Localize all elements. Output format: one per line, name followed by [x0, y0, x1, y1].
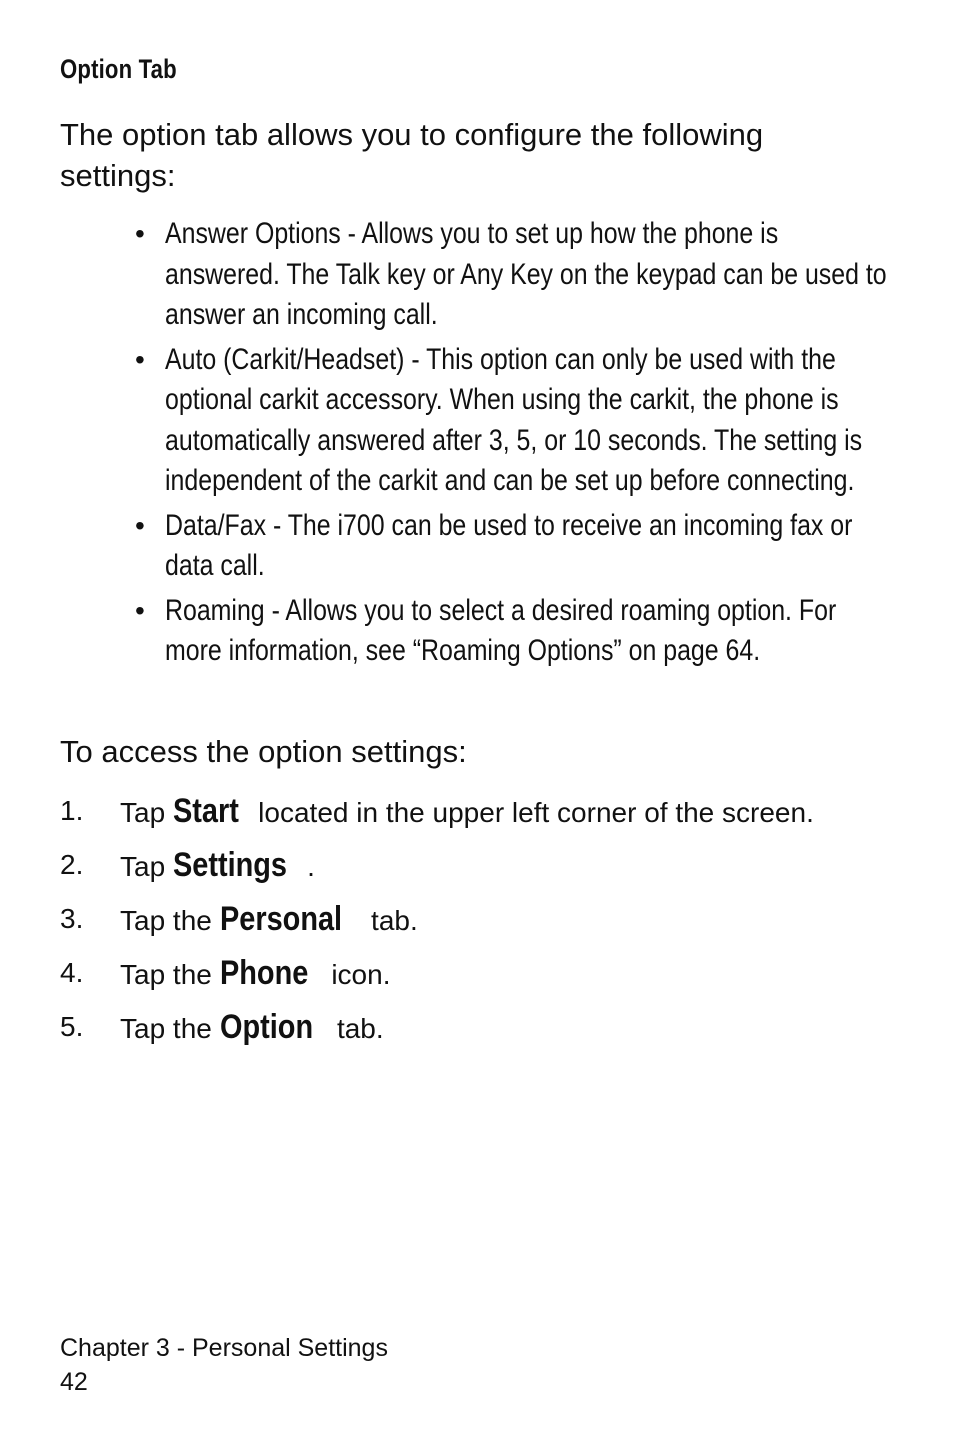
intro-paragraph: The option tab allows you to configure the following settings:: [60, 117, 764, 193]
bullet-dot: •: [135, 509, 145, 541]
step-text: [120, 952, 390, 996]
access-heading: To access the option settings:: [60, 734, 467, 769]
step-number: 1.: [60, 795, 84, 826]
step-text: [120, 844, 315, 888]
step-text-after: tab.: [329, 1013, 384, 1044]
ui-term-personal: Personal: [219, 900, 342, 938]
settings-bullet-list: [135, 214, 895, 676]
step-text: [120, 898, 418, 942]
step-text-before: Tap: [120, 797, 173, 828]
bullet-dot: •: [135, 218, 145, 249]
step-number: 3.: [60, 903, 84, 934]
footer-chapter: Chapter 3 - Personal Settings: [60, 1334, 388, 1362]
step-text-before: Tap: [120, 851, 173, 882]
bullet-data-fax: [135, 506, 895, 587]
step-number: 5.: [60, 1011, 84, 1042]
bullet-text: Data/Fax - The i700 can be used to receive an incoming fax or data call.: [165, 508, 853, 582]
step-text: [120, 790, 814, 834]
ui-term-start: Start: [172, 792, 239, 830]
footer-page-number: 42: [60, 1368, 88, 1396]
step-number: 4.: [60, 957, 84, 988]
ui-term-option: Option: [219, 1008, 313, 1046]
section-title: Option Tab: [60, 54, 177, 84]
step-text-before: Tap the: [120, 959, 220, 990]
bullet-dot: •: [135, 343, 145, 375]
step-text-after: located in the upper left corner of the screen.: [250, 797, 814, 828]
bullet-roaming: [135, 591, 895, 672]
bullet-dot: •: [135, 594, 145, 626]
step-text-after: .: [307, 851, 315, 882]
ui-term-settings: Settings: [172, 846, 287, 884]
step-text-before: Tap the: [120, 1013, 220, 1044]
ui-term-phone: Phone: [219, 954, 308, 992]
step-text-after: icon.: [323, 959, 391, 990]
step-text-before: Tap the: [120, 905, 220, 936]
bullet-text: Auto (Carkit/Headset) - This option can only be used with the optional carkit accessory. When using the carkit, the phone is automatically answered after 3, 5, or 10 seconds. The setting is independent of the carkit and can be set up before connecting.: [165, 342, 863, 497]
bullet-answer-options: [135, 214, 895, 336]
bullet-text: Answer Options - Allows you to set up how the phone is answered. The Talk key or Any Key on the keypad can be used to answer an incoming call.: [165, 217, 887, 331]
step-text: [120, 1006, 384, 1050]
bullet-auto-carkit: [135, 340, 895, 502]
bullet-text: Roaming - Allows you to select a desired roaming option. For more information, see “Roaming Options” on page 64.: [165, 593, 837, 667]
step-text-after: tab.: [363, 905, 418, 936]
step-number: 2.: [60, 849, 84, 880]
